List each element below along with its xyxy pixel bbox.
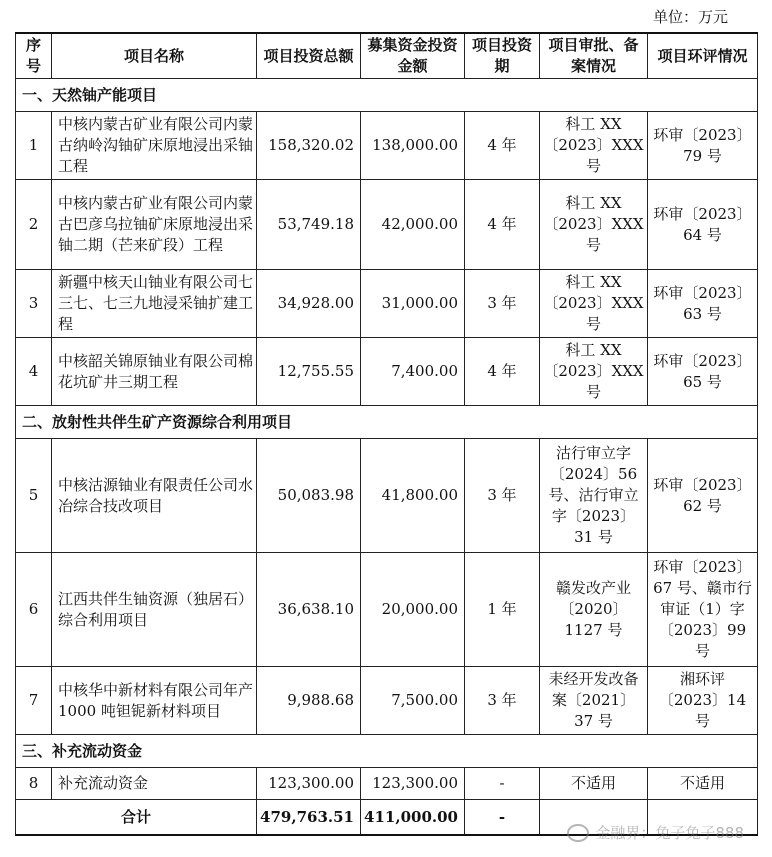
row-name: 中核内蒙古矿业有限公司内蒙古纳岭沟铀矿床原地浸出采铀工程 [52, 112, 257, 180]
row-seq: 8 [16, 768, 52, 800]
row-raised: 7,400.00 [361, 338, 465, 406]
wechat-icon [567, 824, 589, 842]
row-seq: 6 [16, 553, 52, 667]
row-seq: 4 [16, 338, 52, 406]
row-name: 江西共伴生铀资源（独居石）综合利用项目 [52, 553, 257, 667]
row-total: 9,988.68 [257, 667, 361, 735]
row-raised: 41,800.00 [361, 439, 465, 553]
row-name: 补充流动资金 [52, 768, 257, 800]
table-row [16, 768, 758, 800]
row-raised: 7,500.00 [361, 667, 465, 735]
row-total: 158,320.02 [257, 112, 361, 180]
row-approval: 不适用 [540, 768, 648, 800]
table-row [16, 112, 758, 180]
row-period: 1 年 [465, 553, 540, 667]
row-seq: 7 [16, 667, 52, 735]
row-approval: 科工 XX〔2023〕XXX 号 [540, 270, 648, 338]
row-seq: 3 [16, 270, 52, 338]
row-seq: 2 [16, 180, 52, 270]
project-table [15, 32, 758, 836]
row-seq: 1 [16, 112, 52, 180]
section-row [16, 735, 758, 768]
header-name: 项目名称 [52, 33, 257, 79]
section-title: 三、补充流动资金 [16, 735, 758, 768]
row-approval: 耒经开发改备案〔2021〕37 号 [540, 667, 648, 735]
row-period: - [465, 768, 540, 800]
table-row [16, 553, 758, 667]
header-env: 项目环评情况 [648, 33, 758, 79]
row-name: 中核韶关锦原铀业有限公司棉花坑矿井三期工程 [52, 338, 257, 406]
row-env: 环审〔2023〕79 号 [648, 112, 758, 180]
row-raised: 138,000.00 [361, 112, 465, 180]
row-seq: 5 [16, 439, 52, 553]
row-name: 中核内蒙古矿业有限公司内蒙古巴彦乌拉铀矿床原地浸出采铀二期（芒来矿段）工程 [52, 180, 257, 270]
header-approval: 项目审批、备案情况 [540, 33, 648, 79]
table-row [16, 180, 758, 270]
row-period: 4 年 [465, 338, 540, 406]
row-approval: 赣发改产业〔2020〕1127 号 [540, 553, 648, 667]
header-total-investment: 项目投资总额 [257, 33, 361, 79]
row-raised: 123,300.00 [361, 768, 465, 800]
row-approval: 科工 XX〔2023〕XXX 号 [540, 112, 648, 180]
row-raised: 31,000.00 [361, 270, 465, 338]
row-period: 3 年 [465, 270, 540, 338]
section-row [16, 406, 758, 439]
table-row [16, 667, 758, 735]
row-name: 新疆中核天山铀业有限公司七三七、七三九地浸采铀扩建工程 [52, 270, 257, 338]
header-period: 项目投资期 [465, 33, 540, 79]
row-total: 34,928.00 [257, 270, 361, 338]
section-title: 一、天然铀产能项目 [16, 79, 758, 112]
header-row [16, 33, 758, 79]
row-env: 环审〔2023〕63 号 [648, 270, 758, 338]
row-total: 123,300.00 [257, 768, 361, 800]
row-period: 3 年 [465, 667, 540, 735]
header-raised-investment: 募集资金投资金额 [361, 33, 465, 79]
row-total: 53,749.18 [257, 180, 361, 270]
total-investment-sum: 479,763.51 [257, 800, 361, 836]
row-approval: 沽行审立字〔2024〕56 号、沽行审立字〔2023〕31 号 [540, 439, 648, 553]
watermark [567, 822, 744, 843]
header-seq: 序号 [16, 33, 52, 79]
raised-investment-sum: 411,000.00 [361, 800, 465, 836]
row-total: 50,083.98 [257, 439, 361, 553]
row-env: 环审〔2023〕65 号 [648, 338, 758, 406]
row-env: 环审〔2023〕67 号、赣市行审证（1）字〔2023〕99 号 [648, 553, 758, 667]
row-period: 4 年 [465, 180, 540, 270]
row-raised: 42,000.00 [361, 180, 465, 270]
table-row [16, 338, 758, 406]
total-period: - [465, 800, 540, 836]
row-raised: 20,000.00 [361, 553, 465, 667]
table-row [16, 270, 758, 338]
table-row [16, 439, 758, 553]
section-row [16, 79, 758, 112]
watermark-text: 金融界：兔子兔子888 [595, 824, 744, 842]
row-env: 环审〔2023〕64 号 [648, 180, 758, 270]
total-label: 合计 [16, 800, 257, 836]
row-env: 环审〔2023〕62 号 [648, 439, 758, 553]
row-total: 36,638.10 [257, 553, 361, 667]
row-approval: 科工 XX〔2023〕XXX 号 [540, 180, 648, 270]
row-name: 中核华中新材料有限公司年产 1000 吨钽铌新材料项目 [52, 667, 257, 735]
row-period: 3 年 [465, 439, 540, 553]
row-env: 湘环评〔2023〕14 号 [648, 667, 758, 735]
row-approval: 科工 XX〔2023〕XXX 号 [540, 338, 648, 406]
section-title: 二、放射性共伴生矿产资源综合利用项目 [16, 406, 758, 439]
row-name: 中核沽源铀业有限责任公司水冶综合技改项目 [52, 439, 257, 553]
row-env: 不适用 [648, 768, 758, 800]
row-total: 12,755.55 [257, 338, 361, 406]
unit-label: 单位：万元 [652, 8, 728, 26]
row-period: 4 年 [465, 112, 540, 180]
